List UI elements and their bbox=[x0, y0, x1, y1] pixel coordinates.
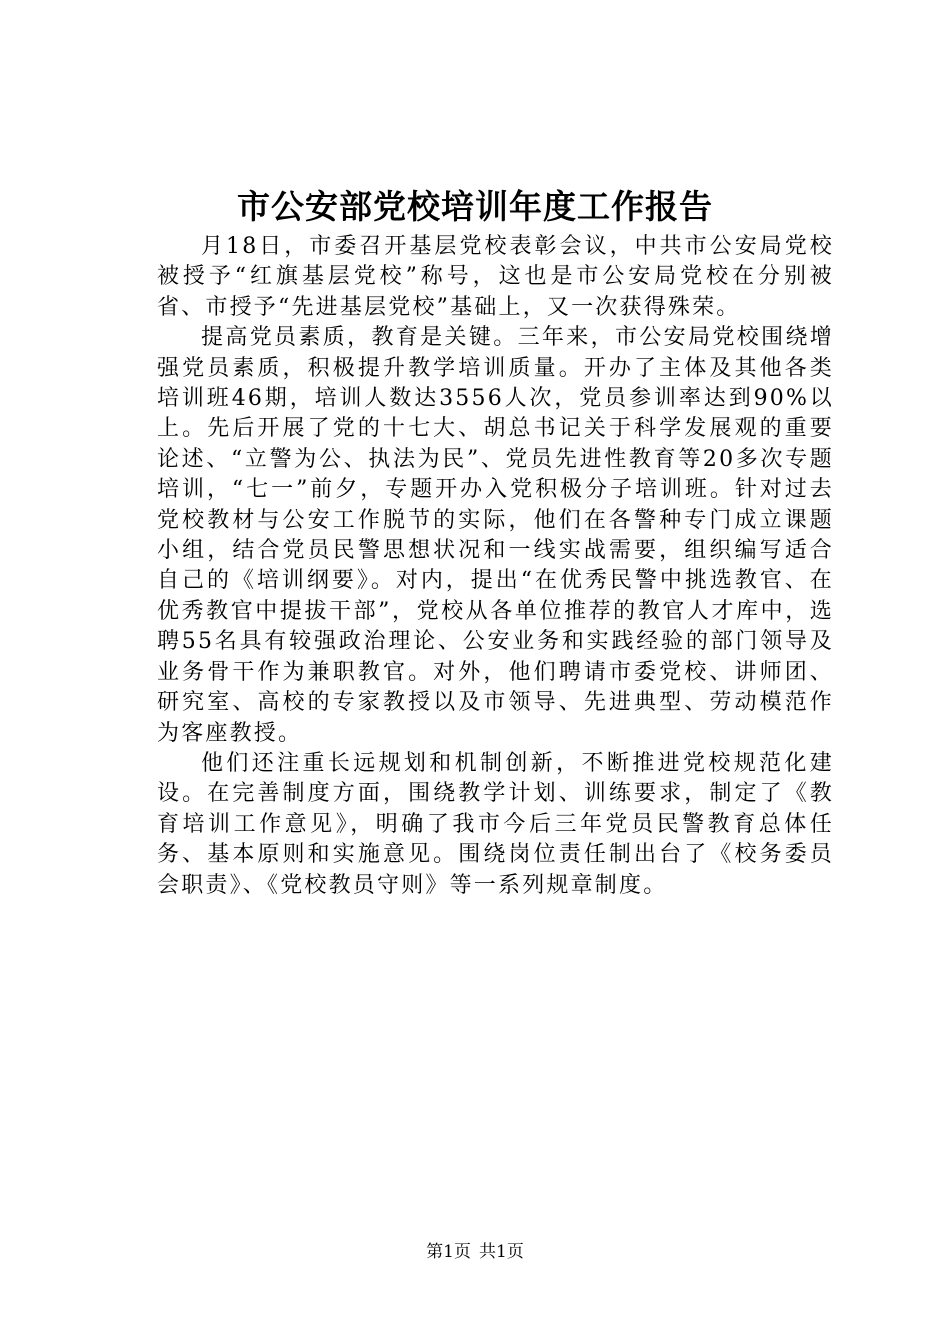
document-body bbox=[157, 232, 834, 901]
page-number-total: 共1页 bbox=[479, 1242, 524, 1262]
paragraph-2: 提高党员素质，教育是关键。三年来，市公安局党校围绕增强党员素质，积极提升教学培训质量。开办了主体及其他各类培训班46期，培训人数达3556人次，党员参训率达到90%以上。先后开展了党的十七大、胡总书记关于科学发展观的重要论述、“立警为公、执法为民”、党员先进性教育等20多次专题培训，“七一”前夕，专题开办入党积极分子培训班。针对过去党校教材与公安工作脱节的实际，他们在各警种专门成立课题小组，结合党员民警思想状况和一线实战需要，组织编写适合自己的《培训纲要》。对内，提出“在优秀民警中挑选教官、在优秀教官中提拔干部”，党校从各单位推荐的教官人才库中，选聘55名具有较强政治理论、公安业务和实践经验的部门领导及业务骨干作为兼职教官。对外，他们聘请市委党校、讲师团、研究室、高校的专家教授以及市领导、先进典型、劳动模范作为客座教授。 bbox=[157, 325, 834, 746]
page-number-current: 第1页 bbox=[426, 1242, 471, 1262]
document-title: 市公安部党校培训年度工作报告 bbox=[237, 187, 713, 226]
paragraph-1: 月18日，市委召开基层党校表彰会议，中共市公安局党校被授予“红旗基层党校”称号，这也是市公安局党校在分别被省、市授予“先进基层党校”基础上，又一次获得殊荣。 bbox=[157, 234, 834, 320]
paragraph-3: 他们还注重长远规划和机制创新，不断推进党校规范化建设。在完善制度方面，围绕教学计划、训练要求，制定了《教育培训工作意见》，明确了我市今后三年党员民警教育总体任务、基本原则和实施意见。围绕岗位责任制出台了《校务委员会职责》、《党校教员守则》等一系列规章制度。 bbox=[157, 750, 834, 898]
page-footer bbox=[0, 1240, 950, 1264]
